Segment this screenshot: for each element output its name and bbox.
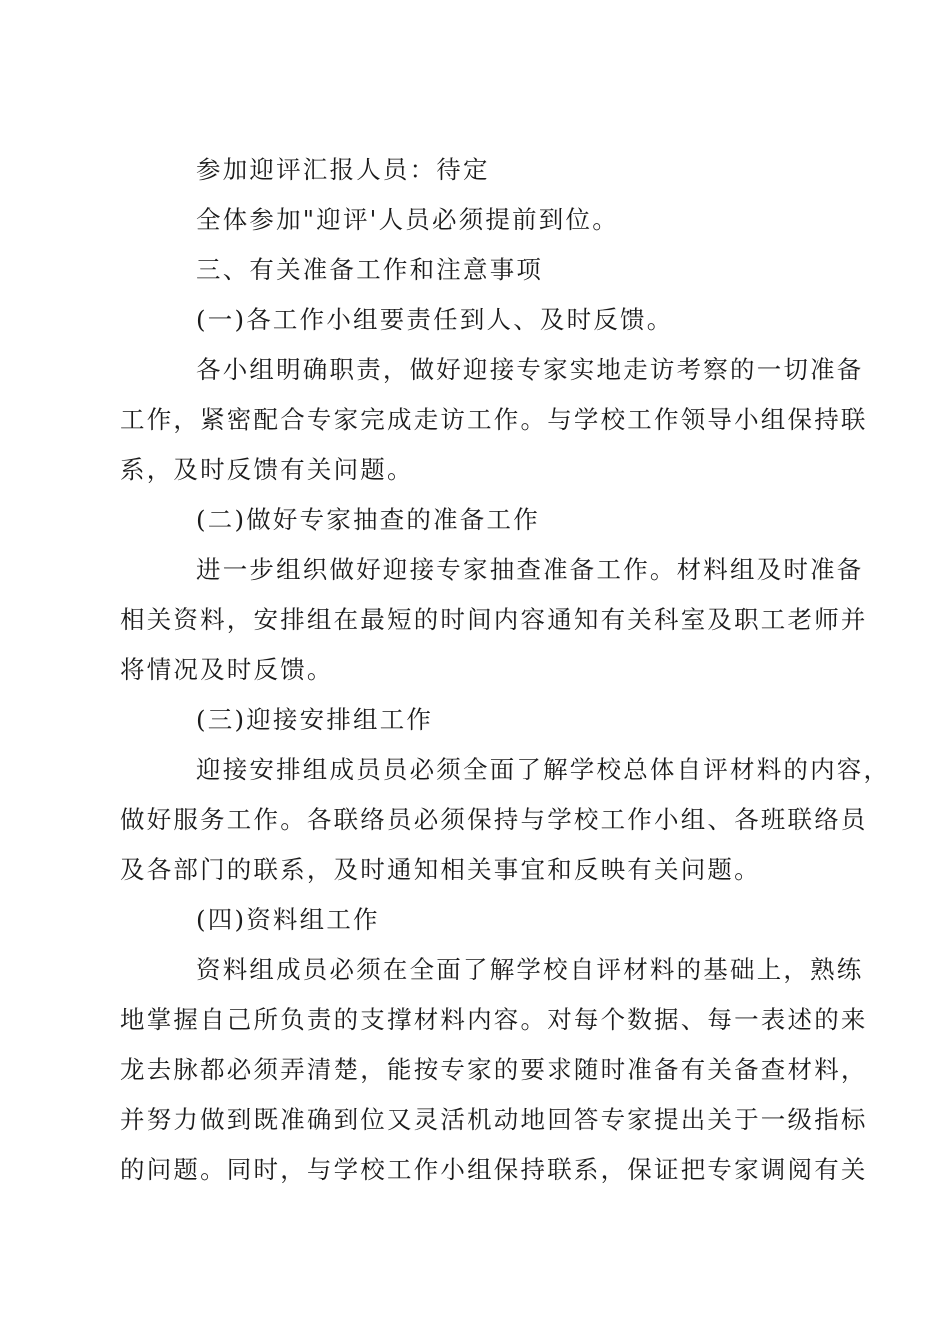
paragraph-line: 全体参加"迎评'人员必须提前到位。 — [196, 205, 619, 234]
paragraph-line: 迎接安排组成员员必须全面了解学校总体自评材料的内容， — [196, 755, 891, 784]
paragraph-line: 进一步组织做好迎接专家抽查准备工作。材料组及时准备 — [196, 555, 864, 584]
paragraph-line: 系，及时反馈有关问题。 — [120, 455, 414, 484]
paragraph-line: 及各部门的联系，及时通知相关事宜和反映有关问题。 — [120, 855, 761, 884]
paragraph-line: 并努力做到既准确到位又灵活机动地回答专家提出关于一级指标 — [120, 1105, 868, 1134]
paragraph-line: 的问题。同时，与学校工作小组保持联系，保证把专家调阅有关 — [120, 1155, 868, 1184]
paragraph-line: 将情况及时反馈。 — [120, 655, 334, 684]
paragraph-line: 做好服务工作。各联络员必须保持与学校工作小组、各班联络员 — [120, 805, 868, 834]
subsection-heading: (四)资料组工作 — [196, 905, 380, 934]
paragraph-line: 地掌握自己所负责的支撑材料内容。对每个数据、每一表述的来 — [120, 1005, 868, 1034]
paragraph-line: 参加迎评汇报人员：待定 — [196, 155, 490, 184]
document-body — [120, 145, 891, 1195]
subsection-heading: (二)做好专家抽查的准备工作 — [196, 505, 540, 534]
subsection-heading: (一)各工作小组要责任到人、及时反馈。 — [196, 305, 674, 334]
subsection-heading: (三)迎接安排组工作 — [196, 705, 434, 734]
paragraph-line: 龙去脉都必须弄清楚，能按专家的要求随时准备有关备查材料， — [120, 1055, 868, 1084]
section-heading: 三、有关准备工作和注意事项 — [196, 255, 544, 284]
paragraph-line: 相关资料，安排组在最短的时间内容通知有关科室及职工老师并 — [120, 605, 868, 634]
paragraph-line: 各小组明确职责，做好迎接专家实地走访考察的一切准备 — [196, 355, 864, 384]
paragraph-line: 资料组成员必须在全面了解学校自评材料的基础上，熟练 — [196, 955, 864, 984]
paragraph-line: 工作，紧密配合专家完成走访工作。与学校工作领导小组保持联 — [120, 405, 868, 434]
